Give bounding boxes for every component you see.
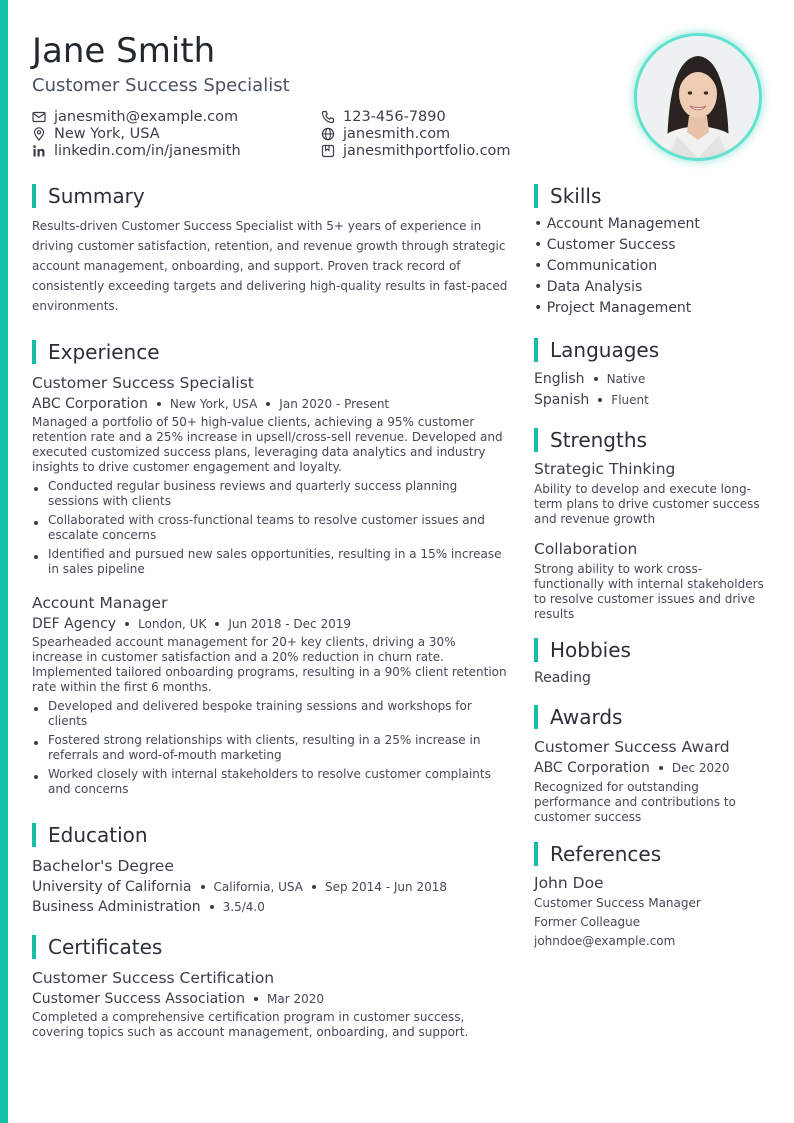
strength-entry	[534, 540, 764, 622]
meta-separator	[254, 997, 258, 1001]
job-role: Account Manager	[32, 594, 168, 612]
education-field-row	[32, 899, 508, 915]
job-location: New York, USA	[169, 397, 258, 411]
experience-heading	[32, 340, 508, 364]
award-issuer: ABC Corporation	[534, 760, 650, 776]
job-bullets	[32, 479, 508, 577]
section-accent	[32, 823, 36, 847]
contact-phone[interactable]	[321, 108, 511, 125]
reference-entry	[534, 874, 764, 951]
languages-heading	[534, 338, 764, 362]
meta-separator	[125, 622, 129, 626]
languages-list	[534, 368, 764, 410]
education-school: University of California	[32, 879, 192, 895]
job-dates: Jun 2018 - Dec 2019	[228, 617, 351, 631]
award-name: Customer Success Award	[534, 738, 730, 756]
experience-entry	[32, 374, 508, 577]
linkedin-icon	[32, 144, 46, 158]
awards-heading	[534, 705, 764, 729]
meta-separator	[210, 905, 214, 909]
award-meta	[534, 760, 764, 776]
contact-list-right	[321, 108, 511, 159]
meta-separator	[598, 398, 602, 402]
hobbies-heading-text: Hobbies	[550, 638, 631, 662]
strength-entry	[534, 460, 764, 527]
portrait-illustration	[637, 36, 759, 158]
skill-name: Data Analysis	[546, 279, 643, 295]
language-name: English	[534, 370, 585, 387]
contact-list-left	[32, 108, 241, 159]
reference-position: Customer Success Manager	[534, 896, 701, 910]
contact-location-text: New York, USA	[54, 125, 160, 142]
skill-item: • Project Management	[534, 300, 692, 316]
contact-website-text: janesmith.com	[343, 125, 451, 142]
certificate-name: Customer Success Certification	[32, 969, 275, 987]
education-entry	[32, 857, 508, 915]
certificates-heading	[32, 935, 508, 959]
skills-heading-text: Skills	[550, 184, 602, 208]
strengths-heading	[534, 428, 764, 452]
language-item	[534, 389, 764, 410]
meta-separator	[215, 622, 219, 626]
candidate-name: Jane Smith	[32, 31, 216, 71]
contact-location	[32, 125, 241, 142]
job-meta	[32, 396, 508, 412]
education-meta	[32, 879, 508, 895]
job-location: London, UK	[138, 617, 207, 631]
awards-heading-text: Awards	[550, 705, 623, 729]
job-company: DEF Agency	[32, 616, 117, 632]
experience-entry	[32, 594, 508, 797]
job-role: Customer Success Specialist	[32, 374, 254, 392]
skill-item: • Customer Success	[534, 237, 676, 253]
section-accent	[534, 428, 538, 452]
contact-email[interactable]	[32, 108, 241, 125]
education-degree: Bachelor's Degree	[32, 857, 174, 875]
skill-name: Customer Success	[546, 237, 676, 253]
job-bullets	[32, 699, 508, 797]
skill-name: Project Management	[546, 300, 692, 316]
skill-item: • Communication	[534, 258, 658, 274]
strengths-heading-text: Strengths	[550, 428, 647, 452]
meta-separator	[312, 885, 316, 889]
hobbies-heading	[534, 638, 764, 662]
skill-item: • Account Management	[534, 216, 700, 232]
mail-icon	[32, 110, 46, 124]
meta-separator	[201, 885, 205, 889]
section-accent	[534, 338, 538, 362]
languages-heading-text: Languages	[550, 338, 660, 362]
globe-icon	[321, 127, 335, 141]
meta-separator	[157, 402, 161, 406]
skills-list	[534, 214, 764, 319]
section-accent	[534, 184, 538, 208]
contact-linkedin[interactable]	[32, 142, 241, 159]
strength-name: Collaboration	[534, 540, 638, 558]
education-heading	[32, 823, 508, 847]
main-column	[32, 184, 508, 1040]
award-date: Dec 2020	[671, 761, 730, 775]
section-accent	[32, 340, 36, 364]
section-accent	[534, 638, 538, 662]
experience-heading-text: Experience	[48, 340, 160, 364]
section-accent	[534, 705, 538, 729]
certificate-issuer: Customer Success Association	[32, 991, 245, 1007]
summary-heading	[32, 184, 508, 208]
education-field: Business Administration	[32, 899, 201, 915]
contact-email-text: janesmith@example.com	[54, 108, 239, 125]
certificate-description: Completed a comprehensive certification program in customer success, covering topics such as account management, onboarding, and support.	[32, 1010, 469, 1039]
language-item	[534, 368, 764, 389]
contact-phone-text: 123-456-7890	[343, 108, 446, 125]
job-description: Spearheaded account management for 20+ key clients, driving a 30% increase in customer satisfaction and a 20% reduction in churn rate. Implemented tailored onboarding programs, resulting in a 90% client retention rate within the first 6 months.	[32, 635, 507, 694]
education-heading-text: Education	[48, 823, 148, 847]
candidate-title: Customer Success Specialist	[32, 75, 290, 96]
summary-heading-text: Summary	[48, 184, 145, 208]
reference-relation: Former Colleague	[534, 915, 641, 929]
job-meta	[32, 616, 508, 632]
award-entry	[534, 738, 764, 825]
language-name: Spanish	[534, 391, 590, 408]
certificate-date: Mar 2020	[266, 992, 324, 1006]
certificate-meta	[32, 991, 508, 1007]
strength-description: Ability to develop and execute long-term plans to drive customer success and revenue growth	[534, 482, 760, 526]
accent-sidebar-bar	[0, 0, 8, 1123]
skill-name: Account Management	[546, 216, 700, 232]
section-accent	[32, 184, 36, 208]
section-accent	[32, 935, 36, 959]
skill-name: Communication	[546, 258, 658, 274]
certificates-heading-text: Certificates	[48, 935, 163, 959]
phone-icon	[321, 110, 335, 124]
meta-separator	[659, 766, 663, 770]
hobby-item: Reading	[534, 670, 591, 686]
language-level: Fluent	[611, 392, 649, 407]
section-accent	[534, 842, 538, 866]
references-heading-text: References	[550, 842, 662, 866]
job-bullet: Collaborated with cross-functional teams to resolve customer issues and escalate concerns	[32, 513, 508, 543]
reference-email[interactable]: johndoe@example.com	[534, 934, 676, 948]
skill-item: • Data Analysis	[534, 279, 643, 295]
contact-linkedin-text: linkedin.com/in/janesmith	[54, 142, 241, 159]
side-column	[534, 184, 764, 951]
references-heading	[534, 842, 764, 866]
job-bullet: Identified and pursued new sales opportunities, resulting in a 15% increase in sales pipeline	[32, 547, 508, 577]
contact-website[interactable]	[321, 125, 511, 142]
meta-separator	[594, 377, 598, 381]
location-icon	[32, 127, 46, 141]
award-description: Recognized for outstanding performance and contributions to customer success	[534, 780, 736, 824]
education-gpa: 3.5/4.0	[222, 900, 265, 914]
job-bullet: Developed and delivered bespoke training sessions and workshops for clients	[32, 699, 508, 729]
education-dates: Sep 2014 - Jun 2018	[324, 880, 447, 894]
certificate-entry	[32, 969, 508, 1040]
job-dates: Jan 2020 - Present	[279, 397, 390, 411]
profile-photo	[634, 33, 762, 161]
summary-text: Results-driven Customer Success Specialist with 5+ years of experience in driving customer satisfaction, retention, and revenue growth through strategic account management, onboarding, and support. Proven track record of consistently exceeding targets and delivering high-quality results in fast-paced environments.	[32, 219, 508, 313]
job-bullet: Worked closely with internal stakeholders to resolve customer complaints and concerns	[32, 767, 508, 797]
strength-description: Strong ability to work cross-functionally with internal stakeholders to resolve customer issues and drive results	[534, 562, 764, 621]
strength-name: Strategic Thinking	[534, 460, 676, 478]
job-company: ABC Corporation	[32, 396, 148, 412]
meta-separator	[266, 402, 270, 406]
portfolio-icon	[321, 144, 335, 158]
language-level: Native	[606, 371, 646, 386]
education-location: California, USA	[213, 880, 303, 894]
job-bullet: Fostered strong relationships with clients, resulting in a 25% increase in referrals and word-of-mouth marketing	[32, 733, 508, 763]
skills-heading	[534, 184, 764, 208]
job-bullet: Conducted regular business reviews and quarterly success planning sessions with clients	[32, 479, 508, 509]
reference-name: John Doe	[534, 874, 604, 892]
contact-portfolio[interactable]	[321, 142, 511, 159]
contact-portfolio-text: janesmithportfolio.com	[343, 142, 511, 159]
job-description: Managed a portfolio of 50+ high-value clients, achieving a 95% customer retention rate and a 25% increase in upsell/cross-sell revenue. Developed and executed customized success plans, leveraging data analytics and industry insights to drive customer engagement and loyalty.	[32, 415, 503, 474]
